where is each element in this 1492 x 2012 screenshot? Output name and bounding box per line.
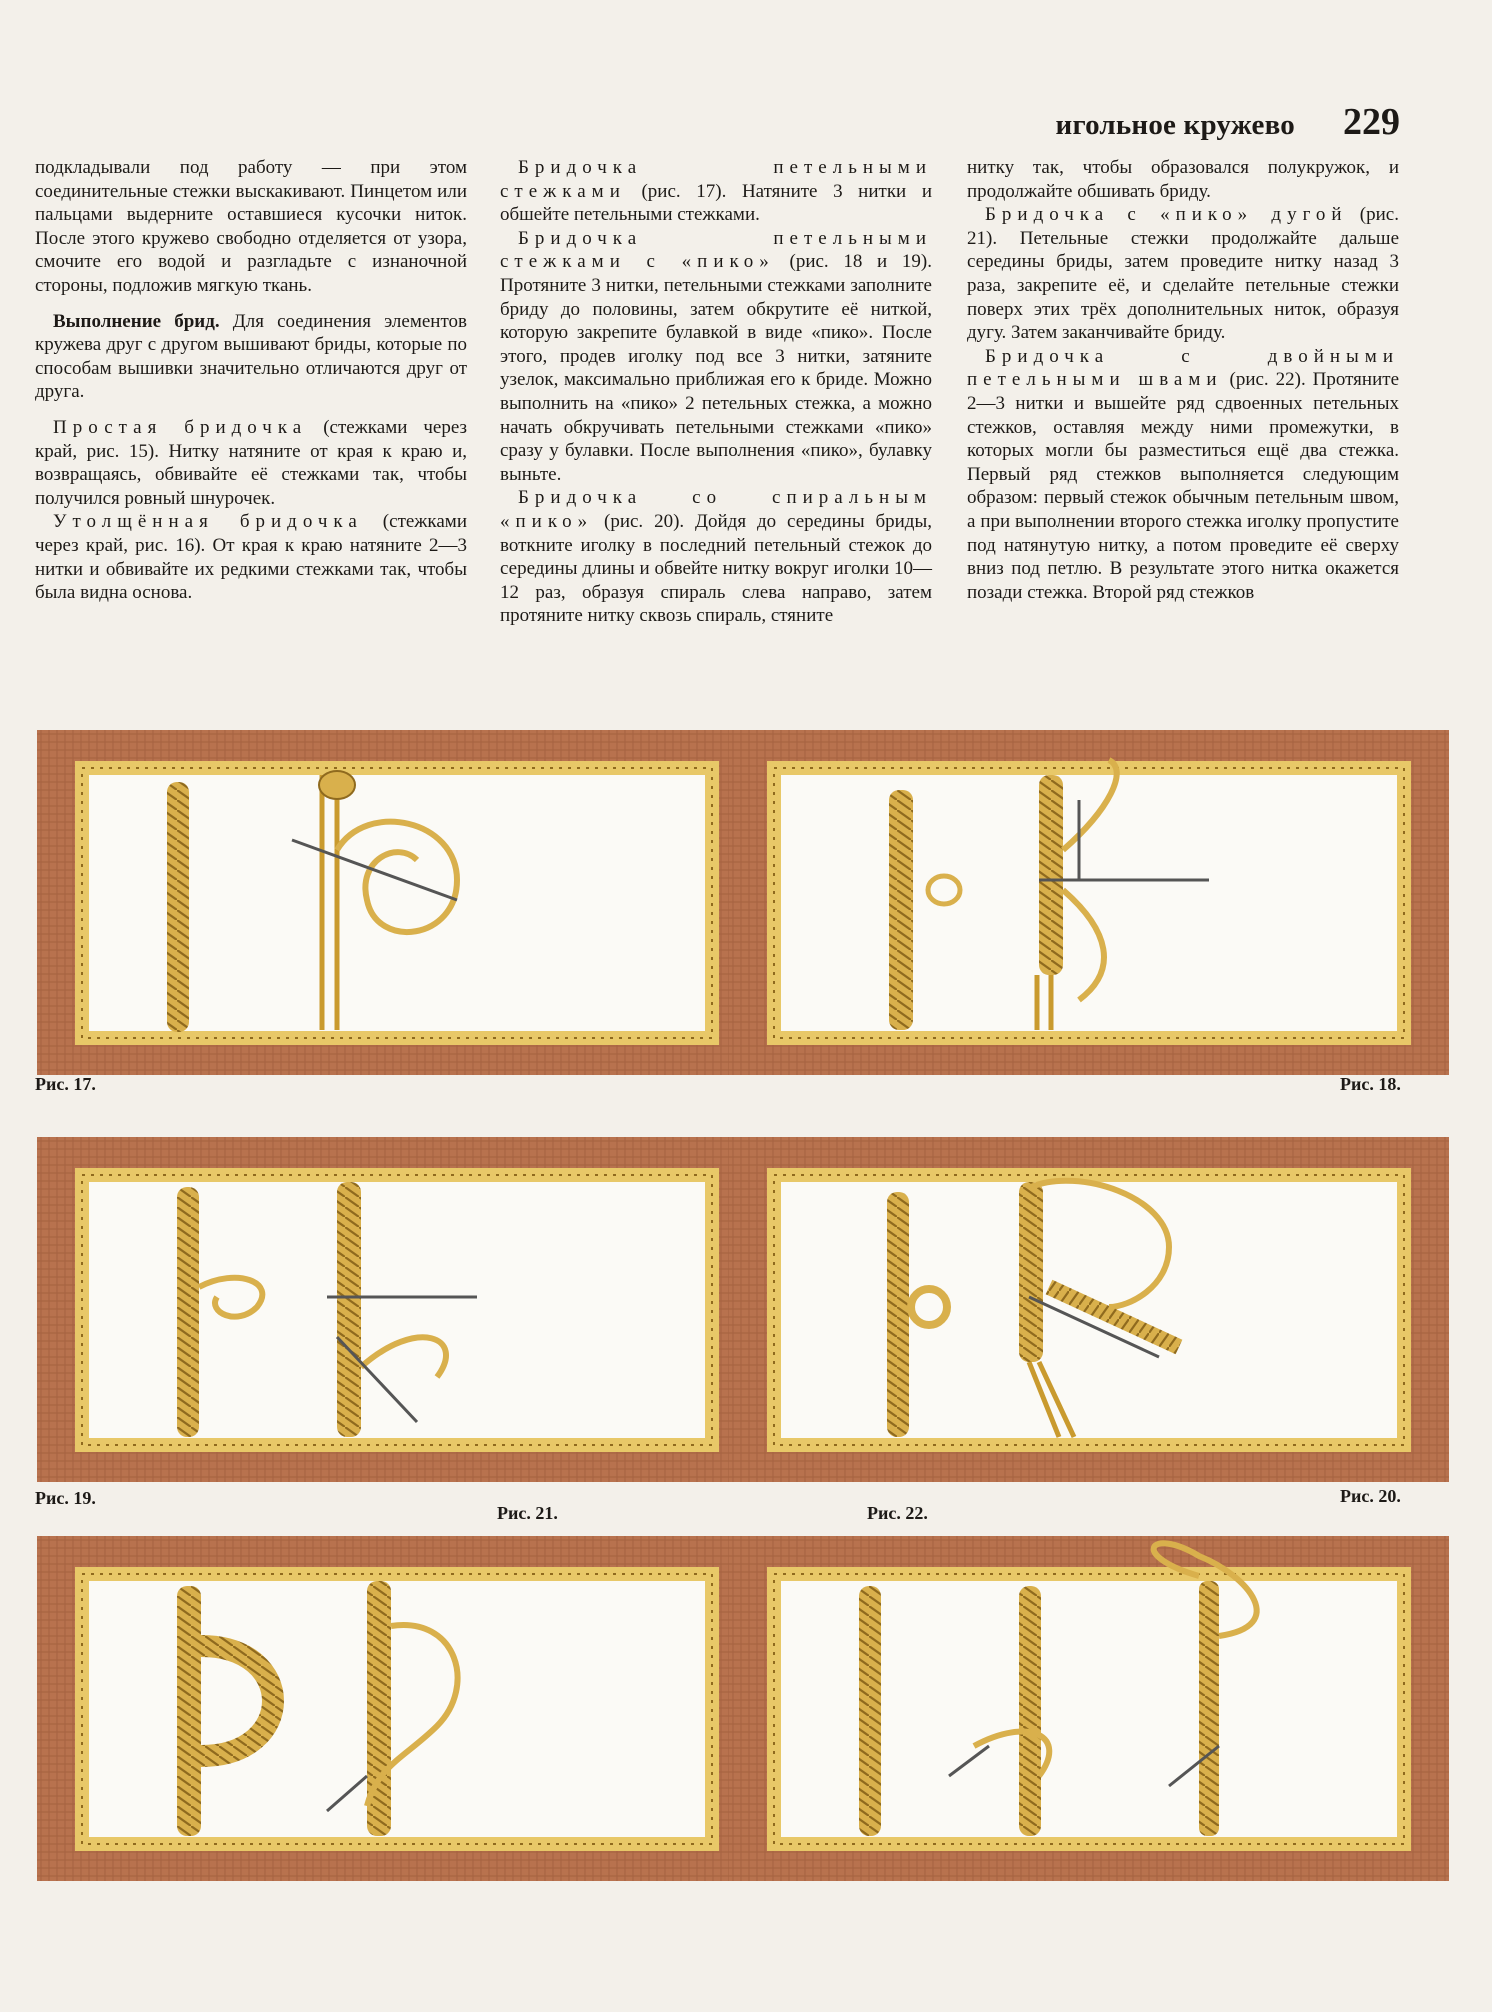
page-number: 229	[1343, 101, 1400, 143]
paragraph-lead: Бридочка петельными стежками с «пико»	[500, 227, 932, 273]
paragraph-text: Для соединения элементов кружева друг с другом вышивают бриды, которые по способам вышивки значительно отличаются друг от друга.	[35, 310, 467, 403]
paragraph-lead: Бридочка со спиральным «пико»	[500, 487, 932, 532]
paragraph-lead: Бридочка с «пико» дугой	[985, 204, 1348, 226]
paragraph	[967, 345, 1399, 605]
paragraph-lead: Простая бридочка	[53, 416, 308, 438]
figure-22-illustration	[729, 1536, 1449, 1881]
paragraph	[967, 203, 1399, 345]
figure-caption: Рис. 21.	[497, 1503, 558, 1523]
paragraph-lead: Выполнение брид.	[53, 310, 220, 332]
figure-caption: Рис. 20.	[1340, 1486, 1401, 1506]
paragraph-text: (рис. 21). Петельные стежки продолжайте дальше середины бриды, затем проведите нитку назад 3 раза, закрепите её, и сделайте петельные стежки поверх этих трёх дополнительных ниток, образуя дугу. Затем заканчивайте бриду.	[967, 204, 1399, 344]
paragraph-text: (стежками через край, рис. 16). От края к краю натяните 2—3 нитки и обвивайте их редкими стежками так, чтобы была видна основа.	[35, 511, 467, 604]
text-column-2	[500, 156, 932, 640]
paragraph-text: (рис. 17). Натяните 3 нитки и обшейте петельными стежками.	[500, 180, 932, 226]
figure-caption: Рис. 22.	[867, 1503, 928, 1523]
paragraph	[35, 310, 467, 404]
section-title: игольное кружево	[1055, 109, 1295, 141]
lace-frame-illustration	[37, 1137, 757, 1482]
paragraph-text: (рис. 22). Протяните 2—3 нитки и вышейте ряд сдвоенных петельных стежков, оставляя между ними промежутки, в которых могли бы разместиться ещё два стежка. Первый ряд стежков выполняется следующим образом: первый стежок обычным петельным швом, а при выполнении второго стежка иголку пропустите под натянутую нитку, а потом проведите её сверху вниз под петлю. В результате этого нитка окажется позади стежка. Второй ряд стежков	[967, 369, 1399, 603]
paragraph-text: (рис. 20). Дойдя до середины бриды, воткните иголку в последний петельный стежок до середины длины и обвейте нитку вокруг иголки 10—12 раз, образуя спираль слева направо, затем протяните нитку сквозь спираль, стяните	[500, 510, 932, 627]
paragraph-text: (рис. 18 и 19). Протяните 3 нитки, петельными стежками заполните бриду до половины, затем обкрутите её ниткой, которую закрепите булавкой в виде «пико». После этого, продев иголку под все 3 нитки, затяните узелок, максимально приближая его к бриде. Можно выполнить на «пико» 2 петельных стежка, а можно начать обкручивать петельными стежками «пико» сразу у булавки. После выполнения «пико», булавку выньте.	[500, 251, 932, 485]
figure-caption: Рис. 18.	[1340, 1074, 1401, 1094]
paragraph	[35, 416, 467, 510]
text-column-1	[35, 156, 467, 617]
figure-21-illustration	[37, 1536, 757, 1881]
text-column-3	[967, 156, 1399, 616]
paragraph: подкладывали под работу — при этом соединительные стежки выскакивают. Пинцетом или пальцами выдерните оставшиеся кусочки ниток. После этого кружево свободно отделяется от узора, смочите его водой и разгладьте с изнаночной стороны, подложив мягкую ткань.	[35, 157, 467, 296]
lace-frame-illustration	[37, 1536, 757, 1881]
lace-frame-illustration	[37, 730, 757, 1075]
paragraph	[500, 227, 932, 487]
figure-caption: Рис. 17.	[35, 1074, 96, 1094]
paragraph-lead: Утолщённая бридочка	[53, 511, 363, 533]
lace-frame-illustration	[729, 1137, 1449, 1482]
figure-caption: Рис. 19.	[35, 1488, 96, 1508]
lace-frame-illustration	[729, 1536, 1449, 1881]
paragraph-text: (стежками через край, рис. 15). Нитку натяните от края к краю и, возвращаясь, обвивайте её стежками так, чтобы получился ровный шнурочек.	[35, 416, 467, 509]
paragraph-lead: Бридочка петельными стежками	[500, 157, 932, 202]
paragraph	[500, 156, 932, 227]
page-header	[1056, 100, 1400, 144]
figure-19-illustration	[37, 1137, 757, 1482]
figure-20-illustration	[729, 1137, 1449, 1482]
lace-frame-illustration	[729, 730, 1449, 1075]
paragraph-lead: Бридочка с двойными петельными швами	[967, 345, 1399, 391]
paragraph	[500, 486, 932, 628]
paragraph	[35, 510, 467, 604]
paragraph: нитку так, чтобы образовался полукружок, и продолжайте обшивать бриду.	[967, 157, 1399, 202]
figure-18-illustration	[729, 730, 1449, 1075]
figure-17-illustration	[37, 730, 757, 1075]
